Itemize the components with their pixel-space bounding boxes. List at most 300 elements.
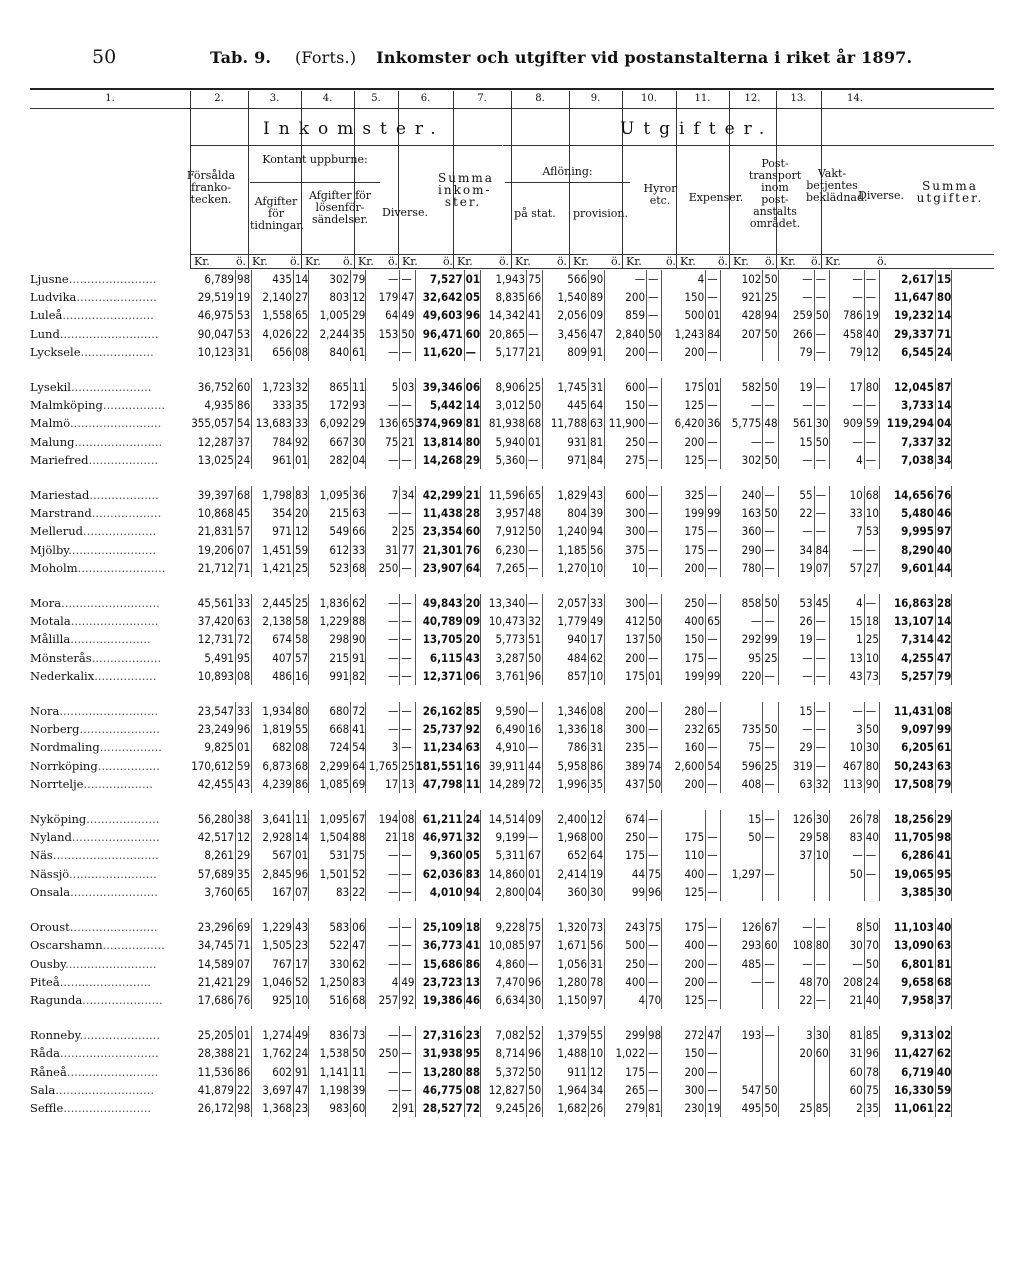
value-kronor: 230 (684, 1100, 705, 1115)
value-kronor (721, 991, 763, 1009)
value-kronor: 136 (378, 416, 399, 431)
value-ore: 01 (706, 378, 721, 396)
station-name-text: Mjölby (30, 542, 69, 557)
column-number: 12. (744, 93, 761, 104)
value-kronor: 23,296 (197, 920, 234, 935)
leader-dots: ........................ (70, 614, 159, 629)
value-ore: — (763, 396, 778, 414)
value-kronor (662, 810, 706, 828)
table-row (30, 828, 952, 846)
value-ore: 49 (589, 612, 605, 630)
value-kronor: 2,414 (557, 866, 588, 881)
value-kronor (721, 343, 763, 361)
value-ore: 50 (351, 1044, 366, 1062)
value-kronor: 330 (329, 956, 350, 971)
value-kronor: 2,299 (319, 758, 350, 773)
value-ore: — (864, 702, 879, 720)
value-kronor: 1,336 (557, 722, 588, 737)
value-ore: 73 (864, 667, 879, 685)
column-separator (398, 91, 399, 269)
value-kronor: 265 (625, 1082, 646, 1097)
unit-ore: ö. (611, 255, 621, 268)
value-kronor: 5,442 (429, 398, 463, 413)
value-kronor: 1,934 (262, 704, 292, 719)
value-kronor: 26 (849, 812, 863, 827)
value-kronor: — (852, 290, 863, 305)
value-kronor: 64 (385, 308, 399, 323)
unit-kr: Kr. (305, 255, 321, 268)
value-kronor: 10,123 (197, 344, 234, 359)
value-kronor: 1,488 (557, 1046, 588, 1061)
value-ore: 07 (294, 883, 309, 901)
value-kronor: — (852, 434, 863, 449)
value-ore: 14 (294, 270, 309, 288)
value-kronor: 674 (272, 632, 292, 647)
value-ore: 67 (351, 810, 366, 828)
value-ore: 50 (763, 270, 778, 288)
value-ore: — (814, 630, 829, 648)
unit-kr: Kr. (252, 255, 268, 268)
value-kronor: 250 (625, 830, 646, 845)
value-kronor: — (802, 452, 813, 467)
unit-kr: Kr. (573, 255, 589, 268)
table-row (30, 720, 952, 738)
column-number: 8. (535, 93, 545, 104)
header-rule (190, 268, 994, 269)
value-ore: — (763, 775, 778, 793)
station-name (30, 828, 190, 846)
column-number: 1. (105, 93, 115, 104)
value-kronor: 407 (272, 650, 292, 665)
table-row (30, 414, 952, 432)
value-kronor: 804 (567, 506, 588, 521)
value-kronor: 119,294 (886, 416, 934, 431)
value-ore: 39 (589, 504, 605, 522)
value-kronor: 160 (684, 740, 705, 755)
value-ore: 18 (864, 612, 879, 630)
value-ore: 84 (814, 541, 829, 559)
station-name (30, 451, 190, 469)
value-kronor: 583 (329, 920, 350, 935)
value-kronor: 400 (684, 614, 705, 629)
value-ore: 18 (589, 720, 605, 738)
value-kronor: 200 (625, 290, 646, 305)
value-kronor: — (802, 524, 813, 539)
value-ore: — (706, 702, 721, 720)
value-kronor: 11,536 (197, 1064, 234, 1079)
leader-dots: ......................... (62, 308, 154, 323)
value-ore: — (527, 594, 543, 612)
table-row (30, 522, 952, 540)
header-afgifter-tidningar: Afgifter för tidningar. (250, 195, 304, 232)
value-kronor: 13,340 (488, 596, 526, 611)
value-ore (814, 883, 829, 901)
value-kronor: 4,026 (262, 326, 292, 341)
value-ore: 30 (351, 433, 366, 451)
value-kronor: 786 (567, 740, 588, 755)
value-kronor: 1,682 (557, 1100, 588, 1115)
value-kronor: 299 (625, 1028, 646, 1043)
column-number-rule (30, 108, 994, 109)
value-ore: 28 (935, 594, 951, 612)
value-kronor: 167 (272, 884, 292, 899)
value-kronor: 25,737 (422, 722, 463, 737)
value-kronor: 220 (741, 668, 762, 683)
value-kronor: 17,508 (893, 776, 934, 791)
value-ore: 76 (236, 991, 252, 1009)
header-summa-inkomster: Summa inkom-ster. (438, 171, 494, 209)
value-kronor: 1,379 (557, 1028, 588, 1043)
table-row (30, 918, 952, 936)
value-kronor: 9,199 (495, 830, 526, 845)
value-kronor: 1,540 (557, 290, 588, 305)
value-kronor: 21,421 (197, 974, 234, 989)
value-ore: — (864, 396, 879, 414)
value-ore: 30 (935, 883, 951, 901)
value-kronor: 81 (849, 1028, 863, 1043)
value-ore: — (763, 955, 778, 973)
value-kronor: — (802, 290, 813, 305)
value-ore: 60 (763, 936, 778, 954)
value-kronor: 7,314 (901, 632, 934, 647)
station-name-text: Moholm (30, 560, 78, 575)
value-ore: 29 (464, 451, 480, 469)
station-name-text: Målilla (30, 632, 71, 647)
value-kronor: 652 (567, 848, 588, 863)
value-ore: 32 (814, 775, 829, 793)
value-ore: 83 (464, 865, 480, 883)
value-kronor: 11,234 (422, 740, 463, 755)
leader-dots: ...................... (70, 632, 151, 647)
station-name (30, 738, 190, 756)
value-kronor: 200 (684, 956, 705, 971)
station-name (30, 973, 190, 991)
value-kronor: 172 (329, 398, 350, 413)
value-kronor: 20,865 (488, 326, 526, 341)
value-ore: 65 (706, 612, 721, 630)
top-rule (30, 88, 994, 90)
value-ore: 27 (864, 559, 879, 577)
value-kronor: 668 (329, 722, 350, 737)
value-ore: 20 (464, 630, 480, 648)
value-ore: 09 (527, 810, 543, 828)
value-ore: 41 (527, 306, 543, 324)
value-ore: 11 (351, 378, 366, 396)
value-ore: 96 (464, 306, 480, 324)
value-ore: 40 (935, 1063, 951, 1081)
value-ore: 51 (527, 630, 543, 648)
value-ore: 41 (935, 846, 951, 864)
value-kronor: — (387, 1082, 399, 1097)
value-kronor: 19,232 (893, 308, 934, 323)
unit-ore: ö. (765, 255, 775, 268)
value-ore: — (527, 559, 543, 577)
value-kronor: 10,893 (197, 668, 234, 683)
value-ore: 50 (763, 1099, 778, 1117)
value-kronor: — (387, 884, 399, 899)
value-kronor: 445 (567, 398, 588, 413)
value-ore: 08 (400, 810, 415, 828)
value-kronor: 3,641 (262, 812, 292, 827)
leader-dots: ...................... (79, 722, 160, 737)
table-row (30, 865, 952, 883)
value-ore: — (527, 828, 543, 846)
value-kronor: 13,814 (422, 434, 463, 449)
value-ore: 97 (589, 991, 605, 1009)
value-ore: 31 (589, 378, 605, 396)
value-ore: 90 (351, 630, 366, 648)
station-name (30, 1044, 190, 1062)
value-ore: 19 (236, 288, 252, 306)
value-kronor: 175 (684, 524, 705, 539)
spacer-cell (30, 577, 952, 594)
value-ore: — (706, 775, 721, 793)
value-ore: 12 (589, 1063, 605, 1081)
value-ore: 34 (589, 1081, 605, 1099)
value-kronor: 3,697 (262, 1082, 292, 1097)
value-ore: 25 (400, 522, 415, 540)
value-ore: 06 (464, 667, 480, 685)
value-ore: 41 (351, 720, 366, 738)
value-kronor: 10,868 (197, 506, 234, 521)
value-kronor: 1,538 (319, 1046, 350, 1061)
value-kronor: — (802, 956, 813, 971)
value-kronor: 39,346 (422, 380, 463, 395)
value-ore: 93 (351, 396, 366, 414)
column-number: 13. (790, 93, 807, 104)
value-kronor: 5,257 (901, 668, 934, 683)
unit-ore: ö. (666, 255, 676, 268)
value-kronor: 1,723 (262, 380, 292, 395)
value-ore: 50 (763, 378, 778, 396)
leader-dots: ................... (83, 776, 153, 791)
value-kronor: 6,545 (901, 344, 934, 359)
data-table (30, 270, 952, 1117)
value-kronor: 1,779 (557, 614, 588, 629)
value-ore: 14 (464, 396, 480, 414)
value-ore: 59 (935, 1081, 951, 1099)
value-kronor: 46,971 (422, 830, 463, 845)
value-ore: — (814, 270, 829, 288)
station-name-text: Näs (30, 848, 53, 863)
value-ore (864, 883, 879, 901)
value-ore: 40 (864, 991, 879, 1009)
value-kronor: 232 (684, 722, 705, 737)
value-kronor: 10 (849, 488, 863, 503)
station-name-text: Lund (30, 326, 60, 341)
value-ore: — (400, 559, 415, 577)
value-ore: 63 (464, 738, 480, 756)
value-kronor: 2,840 (615, 326, 646, 341)
value-ore: 71 (935, 325, 951, 343)
value-kronor: 360 (567, 884, 588, 899)
value-kronor: 16,330 (893, 1082, 934, 1097)
station-name (30, 559, 190, 577)
value-ore: 17 (589, 630, 605, 648)
value-kronor: — (387, 668, 399, 683)
value-ore: — (706, 486, 721, 504)
value-kronor: 682 (272, 740, 292, 755)
value-ore: — (763, 667, 778, 685)
value-ore: 66 (351, 522, 366, 540)
value-kronor: 57 (849, 560, 863, 575)
value-ore: 25 (527, 378, 543, 396)
value-kronor: 5,360 (495, 452, 526, 467)
value-kronor: 8 (856, 920, 863, 935)
value-ore: 48 (763, 414, 778, 432)
value-kronor: 1 (856, 632, 863, 647)
table-row (30, 667, 952, 685)
value-kronor: 6,092 (319, 416, 350, 431)
value-kronor: 1,243 (674, 326, 705, 341)
station-name (30, 865, 190, 883)
value-kronor: 56,280 (197, 812, 234, 827)
station-name-text: Mönsterås (30, 650, 92, 665)
header-vaktbetjentes: Vakt-betjentes beklädnad. (806, 167, 868, 204)
leader-dots: ................... (88, 452, 159, 467)
value-ore: 81 (589, 433, 605, 451)
value-ore: 99 (706, 667, 721, 685)
leader-dots: ......................... (65, 956, 157, 971)
value-kronor: 531 (329, 848, 350, 863)
value-kronor: 48 (799, 974, 813, 989)
value-ore: 20 (294, 504, 309, 522)
value-ore: 50 (647, 612, 662, 630)
column-number: 2. (214, 93, 224, 104)
value-kronor: 29,337 (893, 326, 934, 341)
value-kronor: 1,274 (262, 1028, 292, 1043)
value-kronor: 215 (329, 506, 350, 521)
value-ore: — (706, 270, 721, 288)
value-ore: 23 (464, 1026, 480, 1044)
value-ore: — (647, 541, 662, 559)
value-ore: 02 (935, 1026, 951, 1044)
value-kronor: 865 (329, 380, 350, 395)
value-ore: 59 (864, 414, 879, 432)
value-ore: 71 (236, 936, 252, 954)
value-ore: 12 (864, 343, 879, 361)
leader-dots: ............................. (52, 848, 159, 863)
value-ore: 46 (464, 991, 480, 1009)
value-kronor: 10,473 (488, 614, 526, 629)
value-kronor: 1,150 (557, 992, 588, 1007)
value-kronor: 75 (385, 434, 399, 449)
value-kronor: 20 (799, 1046, 813, 1061)
value-kronor: 46,975 (197, 308, 234, 323)
value-ore: — (400, 343, 415, 361)
value-ore: — (814, 738, 829, 756)
value-kronor: 194 (378, 812, 399, 827)
value-ore: 04 (527, 883, 543, 901)
station-name-text: Malmköping (30, 398, 103, 413)
value-ore: 49 (400, 973, 415, 991)
value-kronor: 41,879 (197, 1082, 234, 1097)
column-separator (248, 91, 249, 269)
value-kronor: 302 (741, 452, 762, 467)
value-ore: 97 (935, 522, 951, 540)
value-ore: — (647, 414, 662, 432)
value-kronor: 25,205 (197, 1028, 234, 1043)
spacer-cell (30, 1009, 952, 1026)
value-kronor (829, 883, 864, 901)
value-kronor: 49,843 (422, 596, 463, 611)
value-ore: — (763, 522, 778, 540)
value-kronor: — (751, 398, 762, 413)
station-name-text: Råneå (30, 1064, 67, 1079)
value-ore: — (706, 343, 721, 361)
value-kronor: 1,270 (557, 560, 588, 575)
value-kronor: 840 (329, 344, 350, 359)
value-ore: 50 (814, 306, 829, 324)
column-separator (511, 91, 512, 269)
value-ore: 81 (464, 414, 480, 432)
value-ore: 56 (589, 936, 605, 954)
table-row (30, 846, 952, 864)
header-diverse-inkomster: Diverse. (382, 206, 428, 219)
value-ore (763, 883, 778, 901)
leader-dots: ........................... (59, 326, 159, 341)
value-ore: — (864, 865, 879, 883)
value-ore: — (706, 991, 721, 1009)
value-ore: 75 (527, 918, 543, 936)
value-ore: 53 (236, 306, 252, 324)
value-kronor: 13,107 (893, 614, 934, 629)
value-kronor: 2 (856, 1100, 863, 1115)
value-kronor: 3,456 (557, 326, 588, 341)
value-kronor: — (852, 398, 863, 413)
station-name-text: Ronneby (30, 1028, 80, 1043)
value-kronor: 11,620 (422, 344, 463, 359)
value-kronor: 3,733 (901, 398, 934, 413)
leader-dots: ........................ (74, 434, 163, 449)
value-ore: 91 (589, 343, 605, 361)
station-name (30, 270, 190, 288)
value-ore: 25 (294, 594, 309, 612)
station-name (30, 955, 190, 973)
value-ore: 92 (400, 991, 415, 1009)
value-kronor: 921 (741, 290, 762, 305)
value-kronor: 567 (272, 848, 292, 863)
value-kronor: 2,600 (674, 758, 705, 773)
header-forsalda: Försålda franko-tecken. (186, 169, 236, 206)
spacer-cell (30, 361, 952, 378)
unit-ore: ö. (290, 255, 300, 268)
value-kronor: 18,256 (893, 812, 934, 827)
value-ore (763, 343, 778, 361)
value-ore: — (814, 325, 829, 343)
value-ore: 29 (236, 973, 252, 991)
value-kronor (778, 865, 814, 883)
value-kronor: 1,240 (557, 524, 588, 539)
value-kronor: 250 (378, 1046, 399, 1061)
value-ore: 82 (351, 667, 366, 685)
value-kronor: 516 (329, 992, 350, 1007)
value-kronor: 150 (625, 398, 646, 413)
leader-dots: ...................... (79, 1028, 160, 1043)
value-ore: 24 (236, 451, 252, 469)
value-ore: 10 (294, 991, 309, 1009)
value-ore: 53 (864, 522, 879, 540)
value-ore: — (647, 396, 662, 414)
value-ore: 54 (236, 414, 252, 432)
unit-kr: Kr. (194, 255, 210, 268)
value-ore: 13 (400, 775, 415, 793)
value-kronor: — (387, 650, 399, 665)
value-ore: 86 (236, 396, 252, 414)
value-kronor: 5,958 (557, 758, 588, 773)
table-row (30, 630, 952, 648)
value-ore: — (647, 306, 662, 324)
